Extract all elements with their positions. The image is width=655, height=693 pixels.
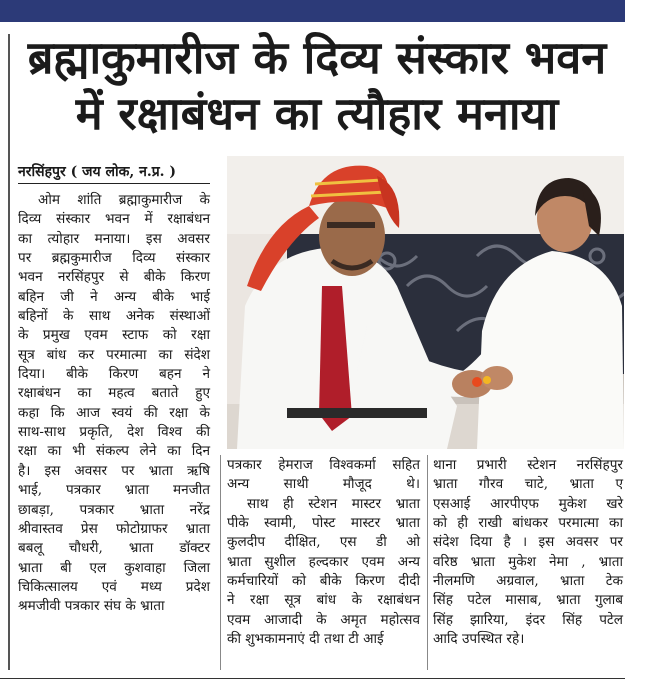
- headline-line-2: में रक्षाबंधन का त्यौहार मनाया: [75, 87, 559, 140]
- article-line: पीके स्वामी, पोस्ट मास्टर भ्राता: [227, 515, 420, 532]
- article-line: ओम शांति ब्रह्माकुमारीज के: [38, 192, 210, 208]
- article-line: भ्राता बी एल कुशवाहा जिला: [18, 559, 210, 576]
- article-line: है। इस अवसर पर भ्राता ऋषि: [18, 462, 210, 479]
- article-line: वरिष्ठ भ्राता मुकेश नेमा , भ्राता: [433, 553, 623, 570]
- column-divider-1: [220, 455, 221, 670]
- article-line: सिंह पटेल मासाब, भ्राता गुलाब: [433, 592, 623, 609]
- article-line: दिया। बीके किरण बहन ने: [18, 366, 210, 383]
- article-column-1: [18, 191, 210, 617]
- article-line: श्रीवास्तव प्रेस फोटोग्राफर भ्राता: [18, 520, 210, 537]
- article-line: भ्राता गौरव चाटे, भ्राता ए: [433, 476, 623, 493]
- masthead-band: [0, 0, 625, 22]
- article-line: भ्राता सुशील हल्दकार एवम अन्य: [227, 553, 420, 570]
- article-line: सूत्र बांध कर परमात्मा का संदेश: [18, 346, 210, 363]
- left-column-rule: [8, 34, 10, 670]
- headline: [12, 30, 622, 142]
- article-line: बहिनों के साथ अनेक संस्थाओं: [18, 308, 210, 325]
- dateline: नरसिंहपुर ( जय लोक, न.प्र. ): [18, 162, 210, 184]
- article-line: चिकित्सालय एवं मध्य प्रदेश: [18, 578, 210, 595]
- article-line: कुलदीप दीक्षित, एस डी ओ: [227, 534, 420, 551]
- article-column-2: [227, 456, 420, 649]
- article-line: साथ ही स्टेशन मास्टर भ्राता: [247, 495, 420, 512]
- article-line: पत्रकार हेमराज विश्वकर्मा सहित: [227, 457, 420, 473]
- article-line: भवन नरसिंहपुर से बीके किरण: [18, 269, 210, 286]
- article-line: छाबड़ा, पत्रकार भ्राता नरेंद्र: [18, 501, 210, 518]
- article-line: सिंह झारिया, इंदर सिंह पटेल: [433, 611, 623, 628]
- article-line: रक्षाबंधन का महत्व बताते हुए: [18, 385, 210, 402]
- column-divider-2: [427, 455, 428, 670]
- article-line: संदेश दिया है । इस अवसर पर: [433, 534, 623, 551]
- article-line: ने रक्षा सूत्र बांध के रक्षाबंधन: [227, 592, 420, 609]
- article-line: थाना प्रभारी स्टेशन नरसिंहपुर: [433, 457, 623, 473]
- article-line: दिव्य संस्कार भवन में रक्षाबंधन: [18, 211, 210, 228]
- article-line: कर्मचारियों को बीके किरण दीदी: [227, 573, 420, 590]
- article-line: के प्रमुख एवम स्टाफ को रक्षा: [18, 327, 210, 344]
- article-line: रक्षा का भी संकल्प लेने का दिन: [18, 443, 210, 460]
- article-line: का त्योहार मनाया। इस अवसर: [18, 230, 210, 247]
- article-line: को ही राखी बांधकर परमात्मा का: [433, 515, 623, 532]
- article-line: नीलमणि अग्रवाल, भ्राता टेक: [433, 573, 623, 590]
- page-bottom-rule: [0, 678, 625, 679]
- article-line: बबलू चौधरी, भ्राता डॉक्टर: [18, 540, 210, 557]
- article-line: बहिन जी ने अन्य बीके भाई: [18, 288, 210, 305]
- article-line: आदि उपस्थित रहे।: [433, 631, 525, 648]
- article-line: पर ब्रह्मकुमारीज दिव्य संस्कार: [18, 250, 210, 267]
- article-line: की शुभकामनाएं दी तथा टी आई: [227, 631, 384, 648]
- article-line: अन्य साथी मौजूद थे।: [227, 476, 420, 493]
- article-photo: [227, 156, 624, 449]
- article-line: साथ-साथ प्रकृति, देश विश्व की: [18, 424, 210, 441]
- article-line: एसआई आरपीएफ मुकेश खरे: [433, 495, 623, 512]
- article-line: भाई, पत्रकार भ्राता मनजीत: [18, 482, 210, 499]
- article-line: एवम आजादी के अमृत महोत्सव: [227, 611, 420, 628]
- article-line: श्रमजीवी पत्रकार संघ के भ्राता: [18, 598, 165, 615]
- article-column-3: [433, 456, 623, 649]
- headline-line-1: ब्रह्माकुमारीज के दिव्य संस्कार भवन: [27, 31, 607, 84]
- article-line: कहा कि आज स्वयं की रक्षा के: [18, 404, 210, 421]
- page-margin: [627, 0, 655, 693]
